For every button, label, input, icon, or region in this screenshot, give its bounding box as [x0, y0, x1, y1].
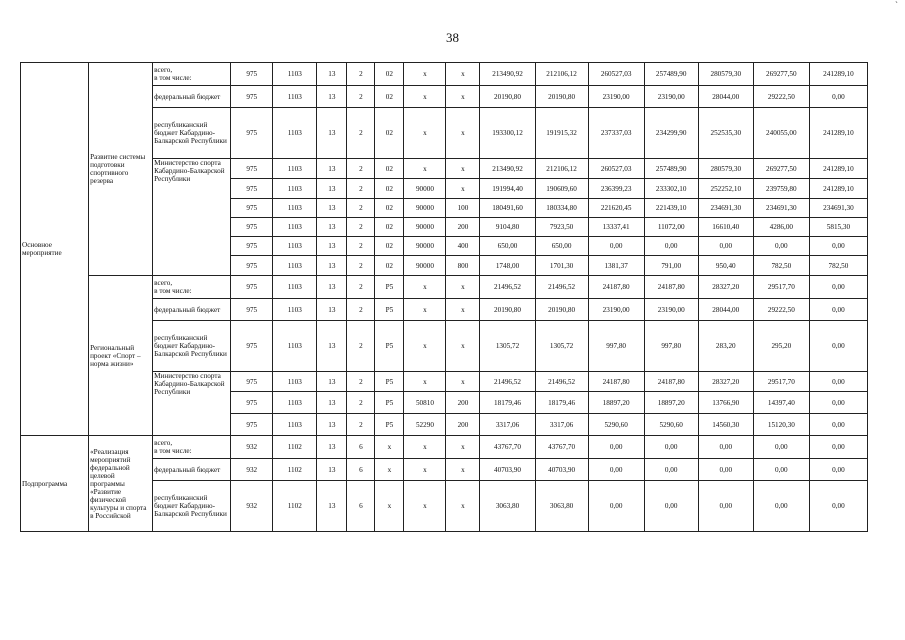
value-cell: 233302,10	[644, 179, 698, 199]
value-cell: х	[404, 159, 446, 179]
value-cell: 1305,72	[535, 321, 588, 372]
value-cell: 28044,00	[698, 86, 753, 108]
value-cell: 1103	[273, 108, 317, 159]
value-cell: х	[404, 299, 446, 321]
value-cell: 997,80	[644, 321, 698, 372]
value-cell: 932	[231, 436, 273, 459]
value-cell: 257489,90	[644, 63, 698, 86]
value-cell: 975	[231, 299, 273, 321]
value-cell: 0,00	[809, 436, 867, 459]
value-cell: 236399,23	[588, 179, 644, 199]
value-cell: х	[446, 372, 480, 392]
value-cell: 400	[446, 237, 480, 256]
value-cell: 212106,12	[535, 159, 588, 179]
value-cell: 191915,32	[535, 108, 588, 159]
value-cell: 11072,00	[644, 218, 698, 237]
value-cell: 21496,52	[535, 372, 588, 392]
value-cell: 234691,30	[809, 199, 867, 218]
value-cell: х	[404, 86, 446, 108]
value-cell: 2	[347, 321, 375, 372]
value-cell: 241289,10	[809, 159, 867, 179]
value-cell: 90000	[404, 179, 446, 199]
value-cell: 90000	[404, 199, 446, 218]
value-cell: 18897,20	[588, 392, 644, 414]
value-cell: 2	[347, 86, 375, 108]
value-cell: х	[446, 321, 480, 372]
value-cell: 28327,20	[698, 372, 753, 392]
value-cell: 280579,30	[698, 63, 753, 86]
value-cell: 1103	[273, 414, 317, 436]
value-cell: 2	[347, 392, 375, 414]
value-cell: 1103	[273, 237, 317, 256]
value-cell: 0,00	[809, 237, 867, 256]
value-cell: 283,20	[698, 321, 753, 372]
value-cell: 1103	[273, 179, 317, 199]
value-cell: 0,00	[809, 392, 867, 414]
value-cell: 1103	[273, 63, 317, 86]
value-cell: 0,00	[644, 459, 698, 481]
value-cell: 23190,00	[588, 86, 644, 108]
value-cell: 3063,80	[535, 481, 588, 532]
value-cell: 1102	[273, 436, 317, 459]
value-cell: 18179,46	[535, 392, 588, 414]
value-cell: 997,80	[588, 321, 644, 372]
value-cell: 0,00	[809, 86, 867, 108]
value-cell: 23190,00	[644, 86, 698, 108]
value-cell: 975	[231, 159, 273, 179]
value-cell: 234691,30	[753, 199, 809, 218]
value-cell: 257489,90	[644, 159, 698, 179]
value-cell: 0,00	[588, 481, 644, 532]
value-cell: 1305,72	[480, 321, 535, 372]
value-cell: 1103	[273, 159, 317, 179]
value-cell: х	[404, 481, 446, 532]
value-cell: 0,00	[698, 237, 753, 256]
value-cell: 5290,60	[588, 414, 644, 436]
value-cell: 13	[317, 256, 347, 276]
value-cell: 23190,00	[588, 299, 644, 321]
source-label-cell: всего, в том числе:	[153, 436, 231, 459]
value-cell: 280579,30	[698, 159, 753, 179]
value-cell: 02	[375, 256, 404, 276]
value-cell: 20190,80	[535, 86, 588, 108]
value-cell: 13	[317, 481, 347, 532]
value-cell: х	[375, 481, 404, 532]
value-cell: 295,20	[753, 321, 809, 372]
value-cell: 0,00	[698, 436, 753, 459]
value-cell: 1103	[273, 321, 317, 372]
value-cell: 02	[375, 159, 404, 179]
value-cell: 975	[231, 414, 273, 436]
value-cell: 13	[317, 392, 347, 414]
value-cell: 0,00	[753, 237, 809, 256]
source-label-cell: республиканский бюджет Кабардино-Балкарской Республики	[153, 481, 231, 532]
value-cell: 1103	[273, 218, 317, 237]
value-cell: 0,00	[809, 299, 867, 321]
value-cell: х	[446, 108, 480, 159]
section-cell: Подпрограмма	[21, 436, 89, 532]
value-cell: 14397,40	[753, 392, 809, 414]
value-cell: 1103	[273, 86, 317, 108]
value-cell: 0,00	[753, 459, 809, 481]
value-cell: 0,00	[698, 459, 753, 481]
value-cell: 20190,80	[480, 86, 535, 108]
value-cell: 0,00	[809, 276, 867, 299]
value-cell: Р5	[375, 414, 404, 436]
value-cell: х	[404, 63, 446, 86]
value-cell: х	[446, 86, 480, 108]
value-cell: 0,00	[644, 436, 698, 459]
value-cell: 200	[446, 392, 480, 414]
value-cell: 0,00	[753, 436, 809, 459]
value-cell: х	[404, 459, 446, 481]
value-cell: 3317,06	[480, 414, 535, 436]
value-cell: 02	[375, 86, 404, 108]
value-cell: 0,00	[809, 481, 867, 532]
value-cell: 29517,70	[753, 372, 809, 392]
value-cell: 0,00	[809, 372, 867, 392]
value-cell: 239759,80	[753, 179, 809, 199]
table-row	[21, 276, 868, 299]
value-cell: х	[446, 63, 480, 86]
value-cell: 2	[347, 372, 375, 392]
value-cell: 2	[347, 179, 375, 199]
value-cell: 213490,92	[480, 63, 535, 86]
value-cell: 9104,80	[480, 218, 535, 237]
value-cell: 28327,20	[698, 276, 753, 299]
value-cell: 02	[375, 63, 404, 86]
value-cell: 1103	[273, 256, 317, 276]
program-name-cell: Развитие системы подготовки спортивного резерва	[89, 63, 153, 276]
value-cell: х	[404, 276, 446, 299]
value-cell: 1102	[273, 459, 317, 481]
value-cell: 1381,37	[588, 256, 644, 276]
value-cell: х	[446, 299, 480, 321]
table-row	[21, 63, 868, 86]
value-cell: 28044,00	[698, 299, 753, 321]
value-cell: х	[375, 436, 404, 459]
edge-mark: `	[895, 0, 898, 10]
program-name-cell: Региональный проект «Спорт – норма жизни»	[89, 276, 153, 436]
value-cell: 20190,80	[535, 299, 588, 321]
value-cell: 21496,52	[535, 276, 588, 299]
value-cell: 15120,30	[753, 414, 809, 436]
value-cell: 02	[375, 108, 404, 159]
value-cell: 221620,45	[588, 199, 644, 218]
value-cell: 0,00	[809, 459, 867, 481]
value-cell: 0,00	[644, 237, 698, 256]
value-cell: 2	[347, 108, 375, 159]
value-cell: 13	[317, 436, 347, 459]
value-cell: 13	[317, 237, 347, 256]
value-cell: 100	[446, 199, 480, 218]
value-cell: 21496,52	[480, 276, 535, 299]
value-cell: 21496,52	[480, 372, 535, 392]
value-cell: 52290	[404, 414, 446, 436]
value-cell: 90000	[404, 237, 446, 256]
page-number: 38	[446, 30, 459, 45]
value-cell: 975	[231, 372, 273, 392]
source-label-cell: федеральный бюджет	[153, 299, 231, 321]
value-cell: 29222,50	[753, 299, 809, 321]
program-name-cell: «Реализация мероприятий федеральной целевой программы «Развитие физической культуры и спорта в Российской	[89, 436, 153, 532]
value-cell: х	[404, 436, 446, 459]
value-cell: 2	[347, 256, 375, 276]
value-cell: 180491,60	[480, 199, 535, 218]
value-cell: 2	[347, 276, 375, 299]
value-cell: х	[446, 436, 480, 459]
value-cell: 2	[347, 63, 375, 86]
value-cell: 29517,70	[753, 276, 809, 299]
value-cell: 975	[231, 237, 273, 256]
value-cell: 260527,03	[588, 159, 644, 179]
value-cell: 16610,40	[698, 218, 753, 237]
value-cell: 932	[231, 459, 273, 481]
value-cell: х	[375, 459, 404, 481]
value-cell: 975	[231, 276, 273, 299]
value-cell: х	[446, 459, 480, 481]
value-cell: 782,50	[753, 256, 809, 276]
value-cell: 13	[317, 199, 347, 218]
value-cell: 269277,50	[753, 159, 809, 179]
value-cell: 13	[317, 159, 347, 179]
value-cell: 200	[446, 218, 480, 237]
value-cell: 221439,10	[644, 199, 698, 218]
value-cell: 6	[347, 436, 375, 459]
value-cell: 0,00	[588, 459, 644, 481]
source-label-cell: всего, в том числе:	[153, 276, 231, 299]
value-cell: 6	[347, 459, 375, 481]
value-cell: 24187,80	[644, 276, 698, 299]
section-cell: Основное мероприятие	[21, 63, 89, 436]
value-cell: 24187,80	[644, 372, 698, 392]
value-cell: 24187,80	[588, 372, 644, 392]
source-label-cell: Министерство спорта Кабардино-Балкарской Республики	[153, 159, 231, 276]
value-cell: 29222,50	[753, 86, 809, 108]
value-cell: 90000	[404, 256, 446, 276]
value-cell: Р5	[375, 321, 404, 372]
value-cell: 2	[347, 159, 375, 179]
value-cell: 2	[347, 237, 375, 256]
value-cell: 0,00	[809, 414, 867, 436]
value-cell: 43767,70	[535, 436, 588, 459]
value-cell: 1103	[273, 372, 317, 392]
value-cell: 90000	[404, 218, 446, 237]
value-cell: 13337,41	[588, 218, 644, 237]
value-cell: 650,00	[535, 237, 588, 256]
value-cell: 1103	[273, 199, 317, 218]
value-cell: 241289,10	[809, 108, 867, 159]
budget-table	[20, 62, 868, 532]
value-cell: 241289,10	[809, 179, 867, 199]
value-cell: 782,50	[809, 256, 867, 276]
value-cell: 190609,60	[535, 179, 588, 199]
value-cell: Р5	[375, 392, 404, 414]
value-cell: 975	[231, 199, 273, 218]
value-cell: 234299,90	[644, 108, 698, 159]
value-cell: 24187,80	[588, 276, 644, 299]
value-cell: 791,00	[644, 256, 698, 276]
value-cell: 13	[317, 86, 347, 108]
value-cell: 3317,06	[535, 414, 588, 436]
value-cell: 975	[231, 256, 273, 276]
value-cell: 180334,80	[535, 199, 588, 218]
value-cell: 13	[317, 276, 347, 299]
value-cell: 3063,80	[480, 481, 535, 532]
value-cell: 13	[317, 414, 347, 436]
value-cell: 20190,80	[480, 299, 535, 321]
source-label-cell: федеральный бюджет	[153, 86, 231, 108]
value-cell: х	[404, 321, 446, 372]
value-cell: 200	[446, 414, 480, 436]
value-cell: 234691,30	[698, 199, 753, 218]
value-cell: 241289,10	[809, 63, 867, 86]
value-cell: 950,40	[698, 256, 753, 276]
value-cell: 0,00	[809, 321, 867, 372]
value-cell: 0,00	[753, 481, 809, 532]
value-cell: 237337,03	[588, 108, 644, 159]
value-cell: х	[446, 179, 480, 199]
source-label-cell: Министерство спорта Кабардино-Балкарской Республики	[153, 372, 231, 436]
value-cell: 40703,90	[480, 459, 535, 481]
value-cell: 2	[347, 218, 375, 237]
value-cell: Р5	[375, 299, 404, 321]
value-cell: Р5	[375, 276, 404, 299]
value-cell: 50810	[404, 392, 446, 414]
value-cell: 975	[231, 392, 273, 414]
value-cell: 13	[317, 179, 347, 199]
value-cell: 975	[231, 63, 273, 86]
value-cell: Р5	[375, 372, 404, 392]
value-cell: 13	[317, 108, 347, 159]
value-cell: 193300,12	[480, 108, 535, 159]
value-cell: 800	[446, 256, 480, 276]
value-cell: 0,00	[698, 481, 753, 532]
value-cell: 18179,46	[480, 392, 535, 414]
value-cell: 6	[347, 481, 375, 532]
value-cell: 650,00	[480, 237, 535, 256]
source-label-cell: республиканский бюджет Кабардино-Балкарской Республики	[153, 321, 231, 372]
value-cell: 02	[375, 179, 404, 199]
value-cell: 5815,30	[809, 218, 867, 237]
value-cell: 13	[317, 321, 347, 372]
table-row	[21, 436, 868, 459]
value-cell: 1103	[273, 276, 317, 299]
value-cell: 1701,30	[535, 256, 588, 276]
value-cell: 1102	[273, 481, 317, 532]
value-cell: 43767,70	[480, 436, 535, 459]
value-cell: 1748,00	[480, 256, 535, 276]
value-cell: 252535,30	[698, 108, 753, 159]
value-cell: 0,00	[588, 237, 644, 256]
value-cell: 212106,12	[535, 63, 588, 86]
value-cell: 975	[231, 108, 273, 159]
value-cell: 5290,60	[644, 414, 698, 436]
value-cell: 975	[231, 86, 273, 108]
value-cell: 02	[375, 218, 404, 237]
value-cell: 02	[375, 199, 404, 218]
value-cell: х	[446, 276, 480, 299]
value-cell: 23190,00	[644, 299, 698, 321]
value-cell: 13766,90	[698, 392, 753, 414]
value-cell: х	[446, 159, 480, 179]
value-cell: 4286,00	[753, 218, 809, 237]
value-cell: 975	[231, 321, 273, 372]
value-cell: 1103	[273, 299, 317, 321]
value-cell: 975	[231, 218, 273, 237]
value-cell: 252252,10	[698, 179, 753, 199]
value-cell: 7923,50	[535, 218, 588, 237]
value-cell: 13	[317, 299, 347, 321]
value-cell: 13	[317, 218, 347, 237]
value-cell: 240055,00	[753, 108, 809, 159]
value-cell: 932	[231, 481, 273, 532]
value-cell: 2	[347, 414, 375, 436]
value-cell: 40703,90	[535, 459, 588, 481]
value-cell: 213490,92	[480, 159, 535, 179]
value-cell: 260527,03	[588, 63, 644, 86]
value-cell: 2	[347, 299, 375, 321]
value-cell: х	[404, 372, 446, 392]
value-cell: 0,00	[588, 436, 644, 459]
value-cell: х	[404, 108, 446, 159]
value-cell: 975	[231, 179, 273, 199]
value-cell: 13	[317, 372, 347, 392]
source-label-cell: федеральный бюджет	[153, 459, 231, 481]
value-cell: 14560,30	[698, 414, 753, 436]
value-cell: х	[446, 481, 480, 532]
value-cell: 0,00	[644, 481, 698, 532]
value-cell: 02	[375, 237, 404, 256]
value-cell: 2	[347, 199, 375, 218]
value-cell: 1103	[273, 392, 317, 414]
value-cell: 269277,50	[753, 63, 809, 86]
source-label-cell: всего, в том числе:	[153, 63, 231, 86]
value-cell: 18897,20	[644, 392, 698, 414]
source-label-cell: республиканский бюджет Кабардино-Балкарской Республики	[153, 108, 231, 159]
value-cell: 13	[317, 63, 347, 86]
value-cell: 13	[317, 459, 347, 481]
value-cell: 191994,40	[480, 179, 535, 199]
